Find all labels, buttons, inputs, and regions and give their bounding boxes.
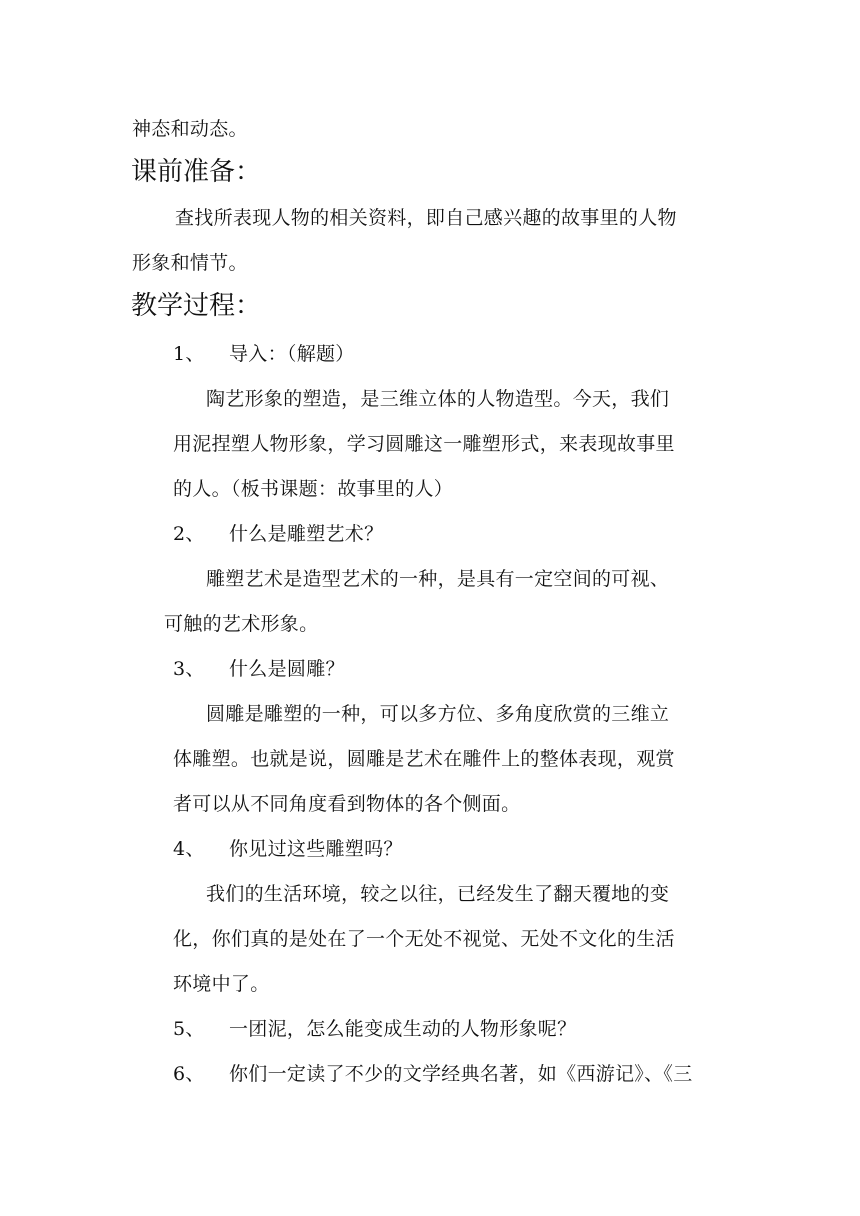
step-title [173,1062,693,1086]
step-body-line: 我们的生活环境，较之以往，已经发生了翻天覆地的变 [206,883,670,905]
step-number: 6、 [173,1063,205,1085]
step-title [173,837,403,861]
step-body-line: 可触的艺术形象。 [164,613,319,635]
intro-line: 神态和动态。 [132,118,248,140]
step-body-line: 圆雕是雕塑的一种，可以多方位、多角度欣赏的三维立 [206,703,670,725]
step-body-line: 者可以从不同角度看到物体的各个侧面。 [173,793,521,815]
process-heading: 教学过程： [131,291,262,321]
step-title [173,522,383,546]
step-title-text: 你见过这些雕塑吗？ [229,838,403,860]
step-title [173,1017,576,1041]
step-number: 2、 [173,523,205,545]
step-title-text: 什么是雕塑艺术？ [229,523,384,545]
step-title [173,342,355,366]
step-body-line: 陶艺形象的塑造，是三维立体的人物造型。今天，我们 [206,388,670,410]
step-body-line: 环境中了。 [173,973,270,995]
step-body-line: 用泥捏塑人物形象，学习圆雕这一雕塑形式，来表现故事里 [173,433,675,455]
step-title-text: 你们一定读了不少的文学经典名著，如《西游记》、《三 [229,1063,693,1085]
step-number: 5、 [173,1018,205,1040]
prep-line: 查找所表现人物的相关资料，即自己感兴趣的故事里的人物 [175,207,677,229]
step-title-text: 一团泥，怎么能变成生动的人物形象呢？ [229,1018,577,1040]
step-title [173,657,345,681]
step-number: 1、 [173,343,205,365]
step-body-line: 的人。（板书课题：故事里的人） [173,478,454,500]
prep-line: 形象和情节。 [132,252,248,274]
step-number: 4、 [173,838,205,860]
step-body-line: 体雕塑。也就是说，圆雕是艺术在雕件上的整体表现，观赏 [173,748,675,770]
prep-heading: 课前准备： [131,157,262,187]
step-body-line: 化，你们真的是处在了一个无处不视觉、无处不文化的生活 [173,928,675,950]
step-title-text: 什么是圆雕？ [229,658,345,680]
step-body-line: 雕塑艺术是造型艺术的一种，是具有一定空间的可视、 [206,568,670,590]
step-title-text: 导入：（解题） [229,343,355,365]
step-number: 3、 [173,658,205,680]
